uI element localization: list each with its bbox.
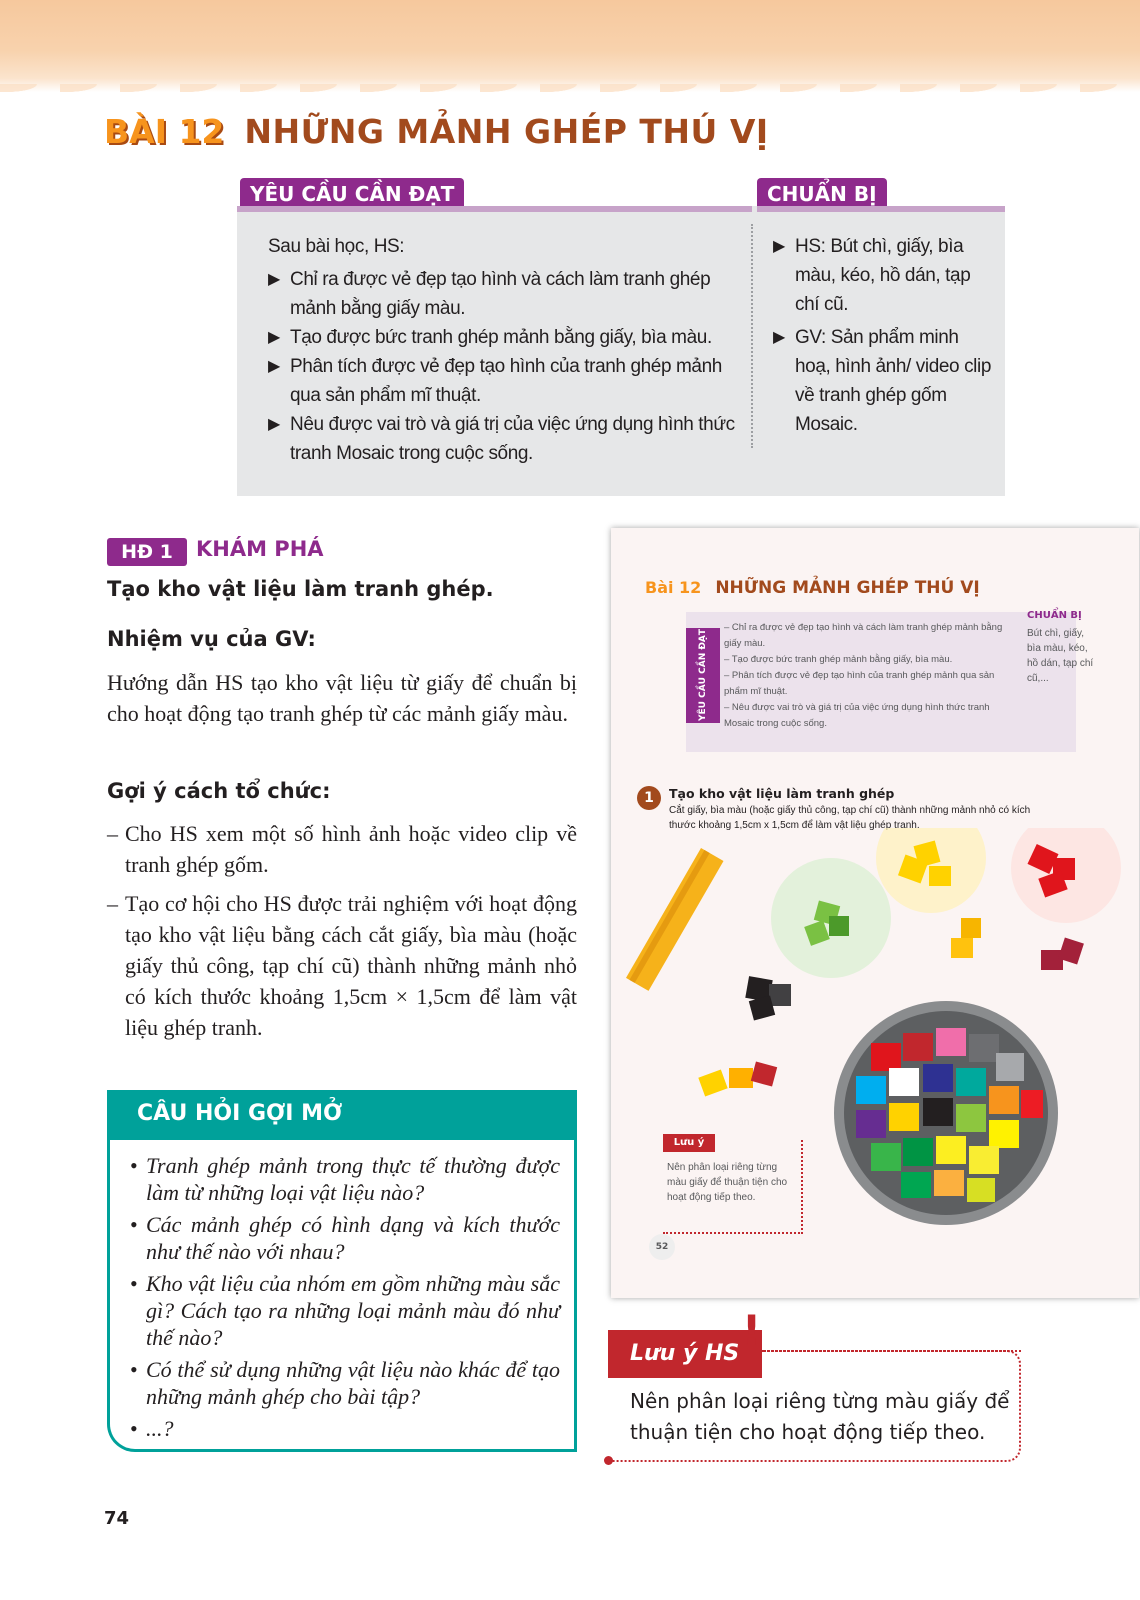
inset-lesson-number: Bài 12 <box>645 578 702 597</box>
preparation-list <box>773 232 998 439</box>
header-texture-band <box>0 0 1140 92</box>
teacher-task-text: Hướng dẫn HS tạo kho vật liệu từ giấy để chuẩn bị cho hoạt động tạo tranh ghép từ các mảnh giấy màu. <box>107 670 577 726</box>
preparation-item: ▶ GV: Sản phẩm minh hoạ, hình ảnh/ video clip về tranh ghép gốm Mosaic. <box>773 323 998 439</box>
activity-title: KHÁM PHÁ <box>196 537 324 561</box>
exclamation-icon: ! <box>742 1306 762 1355</box>
objectives-intro: Sau bài học, HS: <box>268 236 405 257</box>
question-item: • Tranh ghép mảnh trong thực tế thường được làm từ những loại vật liệu nào? <box>130 1152 560 1206</box>
student-note-text: Nên phân loại riêng từng màu giấy để thuận tiện cho hoạt động tiếp theo. <box>630 1389 1010 1444</box>
lesson-name: NHỮNG MẢNH GHÉP THÚ VỊ <box>244 112 769 151</box>
preparation-item: ▶ HS: Bút chì, giấy, bìa màu, kéo, hồ dán, tạp chí cũ. <box>773 232 998 319</box>
inset-objective-item: – Phân tích được vẻ đẹp tạo hình của tranh ghép mảnh qua sản phẩm mĩ thuật. <box>724 670 995 697</box>
panel-divider <box>751 224 753 448</box>
inset-objective-item: – Tạo được bức tranh ghép mảnh bằng giấy, bìa màu. <box>724 654 953 665</box>
teacher-task-heading: Nhiệm vụ của GV: <box>107 627 316 651</box>
lesson-title <box>104 112 769 151</box>
suggest-heading: Gợi ý cách tổ chức: <box>107 779 331 803</box>
inset-prep-heading: CHUẨN BỊ <box>1027 610 1082 621</box>
inset-note-tag: Lưu ý <box>663 1134 715 1152</box>
activity-task: Tạo kho vật liệu làm tranh ghép. <box>107 577 494 601</box>
activity-badge: HĐ 1 <box>107 538 187 566</box>
objective-item: ▶ Chỉ ra được vẻ đẹp tạo hình và cách làm tranh ghép mảnh bằng giấy màu. <box>268 265 738 323</box>
inset-prep-text: Bút chì, giấy, bìa màu, kéo, hồ dán, tạp chí cũ,... <box>1027 628 1094 684</box>
question-item: • Kho vật liệu của nhóm em gồm những màu sắc gì? Cách tạo ra những loại mảnh màu đó như thế nào? <box>130 1270 560 1351</box>
suggest-item: – Tạo cơ hội cho HS được trải nghiệm với hoạt động tạo kho vật liệu bằng cách cắt giấy, bìa màu (hoặc giấy thủ công, tạp chí cũ) thành những mảnh nhỏ có kích thước khoảng 1,5cm × 1,5cm để làm vật liệu ghép tranh. <box>107 888 577 1043</box>
suggest-item: – Cho HS xem một số hình ảnh hoặc video clip về tranh ghép gốm. <box>107 818 577 880</box>
question-item: • ...? <box>130 1415 560 1442</box>
objectives-tab: YÊU CẦU CẦN ĐẠT <box>240 178 464 210</box>
lesson-number: BÀI 12 <box>104 112 225 151</box>
questions-heading: CÂU HỎI GỢI MỞ <box>107 1090 577 1140</box>
inset-lesson-name: NHỮNG MẢNH GHÉP THÚ VỊ <box>715 578 980 598</box>
question-item: • Các mảnh ghép có hình dạng và kích thước như thế nào với nhau? <box>130 1211 560 1265</box>
inset-objectives-tab: YÊU CẦU CẦN ĐẠT <box>686 628 720 723</box>
inset-step-title: Tạo kho vật liệu làm tranh ghép <box>669 786 895 801</box>
student-book-page-preview <box>611 528 1139 1298</box>
student-note-top-border <box>762 1350 1021 1352</box>
student-note-tag: Lưu ý HS <box>608 1330 762 1378</box>
inset-objectives-list <box>724 620 1014 732</box>
questions-list <box>130 1152 560 1447</box>
page-number: 74 <box>104 1508 130 1529</box>
objectives-tab-line <box>237 206 752 212</box>
inset-lesson-title <box>645 578 980 598</box>
inset-objective-item: – Nêu được vai trò và giá trị của việc ứng dụng hình thức tranh Mosaic trong cuộc sống. <box>724 702 990 729</box>
inset-step-text: Cắt giấy, bìa màu (hoặc giấy thủ công, tạp chí cũ) thành những mảnh nhỏ có kích thước khoảng 1,5cm x 1,5cm để làm vật liệu ghép tranh. <box>669 805 1031 831</box>
question-item: • Có thể sử dụng những vật liệu nào khác để tạo những mảnh ghép cho bài tập? <box>130 1356 560 1410</box>
preparation-tab: CHUẨN BỊ <box>757 178 887 210</box>
inset-page-number: 52 <box>649 1234 675 1260</box>
preparation-tab-line <box>757 206 1005 212</box>
inset-note-text: Nên phân loại riêng từng màu giấy để thuận tiện cho hoạt động tiếp theo. <box>667 1162 788 1203</box>
objective-item: ▶ Tạo được bức tranh ghép mảnh bằng giấy, bìa màu. <box>268 323 738 352</box>
inset-step-number: 1 <box>637 786 661 810</box>
student-note-dot <box>604 1456 613 1465</box>
suggest-list <box>107 818 577 1043</box>
objectives-list <box>268 232 738 468</box>
objective-item: ▶ Nêu được vai trò và giá trị của việc ứng dụng hình thức tranh Mosaic trong cuộc sống. <box>268 410 738 468</box>
inset-objective-item: – Chỉ ra được vẻ đẹp tạo hình và cách làm tranh ghép mảnh bằng giấy màu. <box>724 622 1003 649</box>
objective-item: ▶ Phân tích được vẻ đẹp tạo hình của tranh ghép mảnh qua sản phẩm mĩ thuật. <box>268 352 738 410</box>
